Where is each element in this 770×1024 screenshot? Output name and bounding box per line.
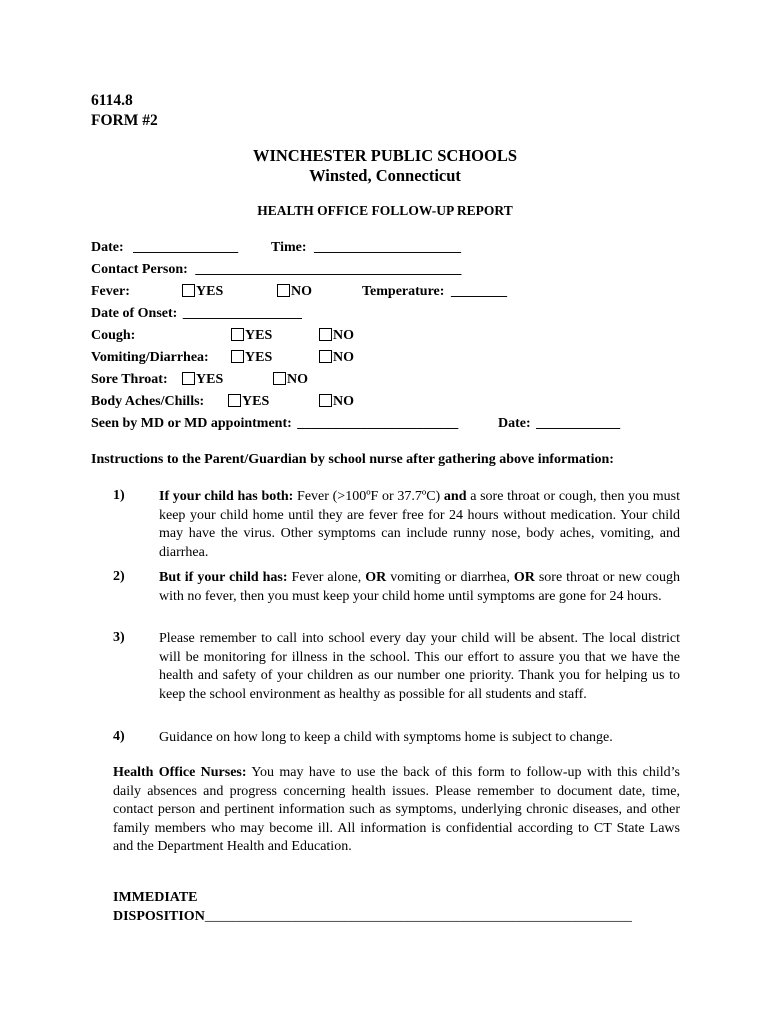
- date-label: Date:: [91, 240, 124, 255]
- date-of-onset-field[interactable]: [91, 305, 302, 323]
- cough-yes-option[interactable]: [231, 327, 272, 345]
- time-blank[interactable]: _____________________: [314, 240, 462, 255]
- health-office-nurses-note: [113, 764, 680, 857]
- item-2-or-1: OR: [365, 570, 387, 585]
- fever-yes-label: YES: [196, 284, 224, 299]
- instruction-item-4: Guidance on how long to keep a child with symptoms home is subject to change.: [159, 730, 613, 745]
- cough-yes-label: YES: [245, 328, 273, 343]
- item-2-text-c: sore throat or new cough with no fever, then you must keep your child home until symptoms are gone for 24 hours.: [159, 570, 681, 604]
- vomiting-yes-checkbox[interactable]: [231, 350, 244, 363]
- sore-throat-no-label: NO: [287, 372, 308, 387]
- contact-person-field[interactable]: [91, 261, 461, 279]
- body-aches-no-checkbox[interactable]: [319, 394, 332, 407]
- contact-person-blank[interactable]: ______________________________________: [195, 262, 462, 277]
- item-2-text-a: Fever alone,: [287, 570, 366, 585]
- sore-throat-label: Sore Throat:: [91, 372, 168, 387]
- instruction-item-3: Please remember to call into school every day your child will be absent. The local district will be monitoring for illness in the school. This our effort to assure you that we have the health and safety of your children as our number one priority. Thank you for helping us to keep the school environment as healthy as possible for all students and staff.: [159, 631, 680, 702]
- body-aches-no-label: NO: [333, 394, 354, 409]
- item-2-or-2: OR: [513, 570, 535, 585]
- item-1-and: and: [443, 489, 467, 504]
- body-aches-yes-label: YES: [242, 394, 270, 409]
- seen-by-md-label: Seen by MD or MD appointment:: [91, 416, 292, 431]
- body-aches-no-option[interactable]: [319, 393, 354, 411]
- date-of-onset-blank[interactable]: _________________: [182, 306, 302, 321]
- disposition-field[interactable]: [113, 909, 632, 925]
- sore-throat-yes-label: YES: [196, 372, 224, 387]
- instruction-item-1: [159, 488, 680, 562]
- body-aches-label: Body Aches/Chills:: [91, 394, 205, 409]
- nurses-lead: Health Office Nurses:: [113, 765, 247, 780]
- item-4-number: 4): [113, 729, 125, 744]
- instructions-heading: Instructions to the Parent/Guardian by school nurse after gathering above information:: [91, 452, 614, 467]
- sore-throat-yes-checkbox[interactable]: [182, 372, 195, 385]
- item-2-number: 2): [113, 569, 125, 584]
- vomiting-no-option[interactable]: [319, 349, 354, 367]
- time-label: Time:: [271, 240, 307, 255]
- vomiting-label: Vomiting/Diarrhea:: [91, 350, 209, 365]
- md-date-blank[interactable]: ____________: [536, 416, 621, 431]
- disposition-label-line-2: DISPOSITION: [113, 909, 205, 924]
- cough-no-option[interactable]: [319, 327, 354, 345]
- item-2-lead: But if your child has:: [159, 570, 288, 585]
- disposition-label-line-1: IMMEDIATE: [113, 890, 198, 905]
- vomiting-no-label: NO: [333, 350, 354, 365]
- vomiting-yes-label: YES: [245, 350, 273, 365]
- form-number: FORM #2: [91, 112, 158, 129]
- item-1-number: 1): [113, 488, 125, 503]
- sore-throat-no-checkbox[interactable]: [273, 372, 286, 385]
- item-1-text-b: a sore throat or cough, then you must keep your child home until they are fever free for 24 hours without medication. Your child may have the virus. Other symptoms can include runny nose, body aches, vomiting, and diarrhea.: [159, 489, 680, 560]
- body-aches-yes-checkbox[interactable]: [228, 394, 241, 407]
- date-field[interactable]: [91, 239, 238, 257]
- nurses-text: You may have to use the back of this form to follow-up with this child’s daily absences and progress concerning health issues. Please remember to document date, time, contact person and pertinent information such as symptoms, underlying chronic diseases, and other family members who may become ill. All information is confidential according to CT State Laws and the Department Health and Education.: [113, 765, 680, 854]
- temperature-blank[interactable]: ________: [450, 284, 507, 299]
- temperature-field[interactable]: [362, 283, 507, 301]
- item-1-text-a: Fever (>100ºF or 37.7ºC): [293, 489, 444, 504]
- seen-by-md-field[interactable]: [91, 415, 458, 433]
- school-name: WINCHESTER PUBLIC SCHOOLS: [252, 146, 518, 165]
- fever-label: Fever:: [91, 284, 130, 299]
- instruction-item-2: [159, 569, 680, 606]
- cough-no-checkbox[interactable]: [319, 328, 332, 341]
- policy-number: 6114.8: [91, 92, 133, 109]
- disposition-blank[interactable]: _____________________________________________________________: [204, 909, 632, 924]
- seen-by-md-blank[interactable]: _______________________: [297, 416, 459, 431]
- item-2-text-b: vomiting or diarrhea,: [386, 570, 514, 585]
- md-date-field[interactable]: [498, 415, 620, 433]
- sore-throat-yes-option[interactable]: [182, 371, 223, 389]
- cough-no-label: NO: [333, 328, 354, 343]
- report-title: HEALTH OFFICE FOLLOW-UP REPORT: [257, 203, 513, 218]
- item-3-number: 3): [113, 630, 125, 645]
- item-1-lead: If your child has both:: [159, 489, 294, 504]
- temperature-label: Temperature:: [362, 284, 445, 299]
- vomiting-yes-option[interactable]: [231, 349, 272, 367]
- contact-person-label: Contact Person:: [91, 262, 188, 277]
- fever-no-checkbox[interactable]: [277, 284, 290, 297]
- time-field[interactable]: [271, 239, 461, 257]
- cough-yes-checkbox[interactable]: [231, 328, 244, 341]
- date-blank[interactable]: _______________: [133, 240, 239, 255]
- body-aches-yes-option[interactable]: [228, 393, 269, 411]
- school-location: Winsted, Connecticut: [309, 166, 461, 185]
- cough-label: Cough:: [91, 328, 136, 343]
- vomiting-no-checkbox[interactable]: [319, 350, 332, 363]
- md-date-label: Date:: [498, 416, 531, 431]
- sore-throat-no-option[interactable]: [273, 371, 308, 389]
- date-of-onset-label: Date of Onset:: [91, 306, 178, 321]
- fever-no-option[interactable]: [277, 283, 312, 301]
- fever-yes-option[interactable]: [182, 283, 223, 301]
- fever-no-label: NO: [291, 284, 312, 299]
- fever-yes-checkbox[interactable]: [182, 284, 195, 297]
